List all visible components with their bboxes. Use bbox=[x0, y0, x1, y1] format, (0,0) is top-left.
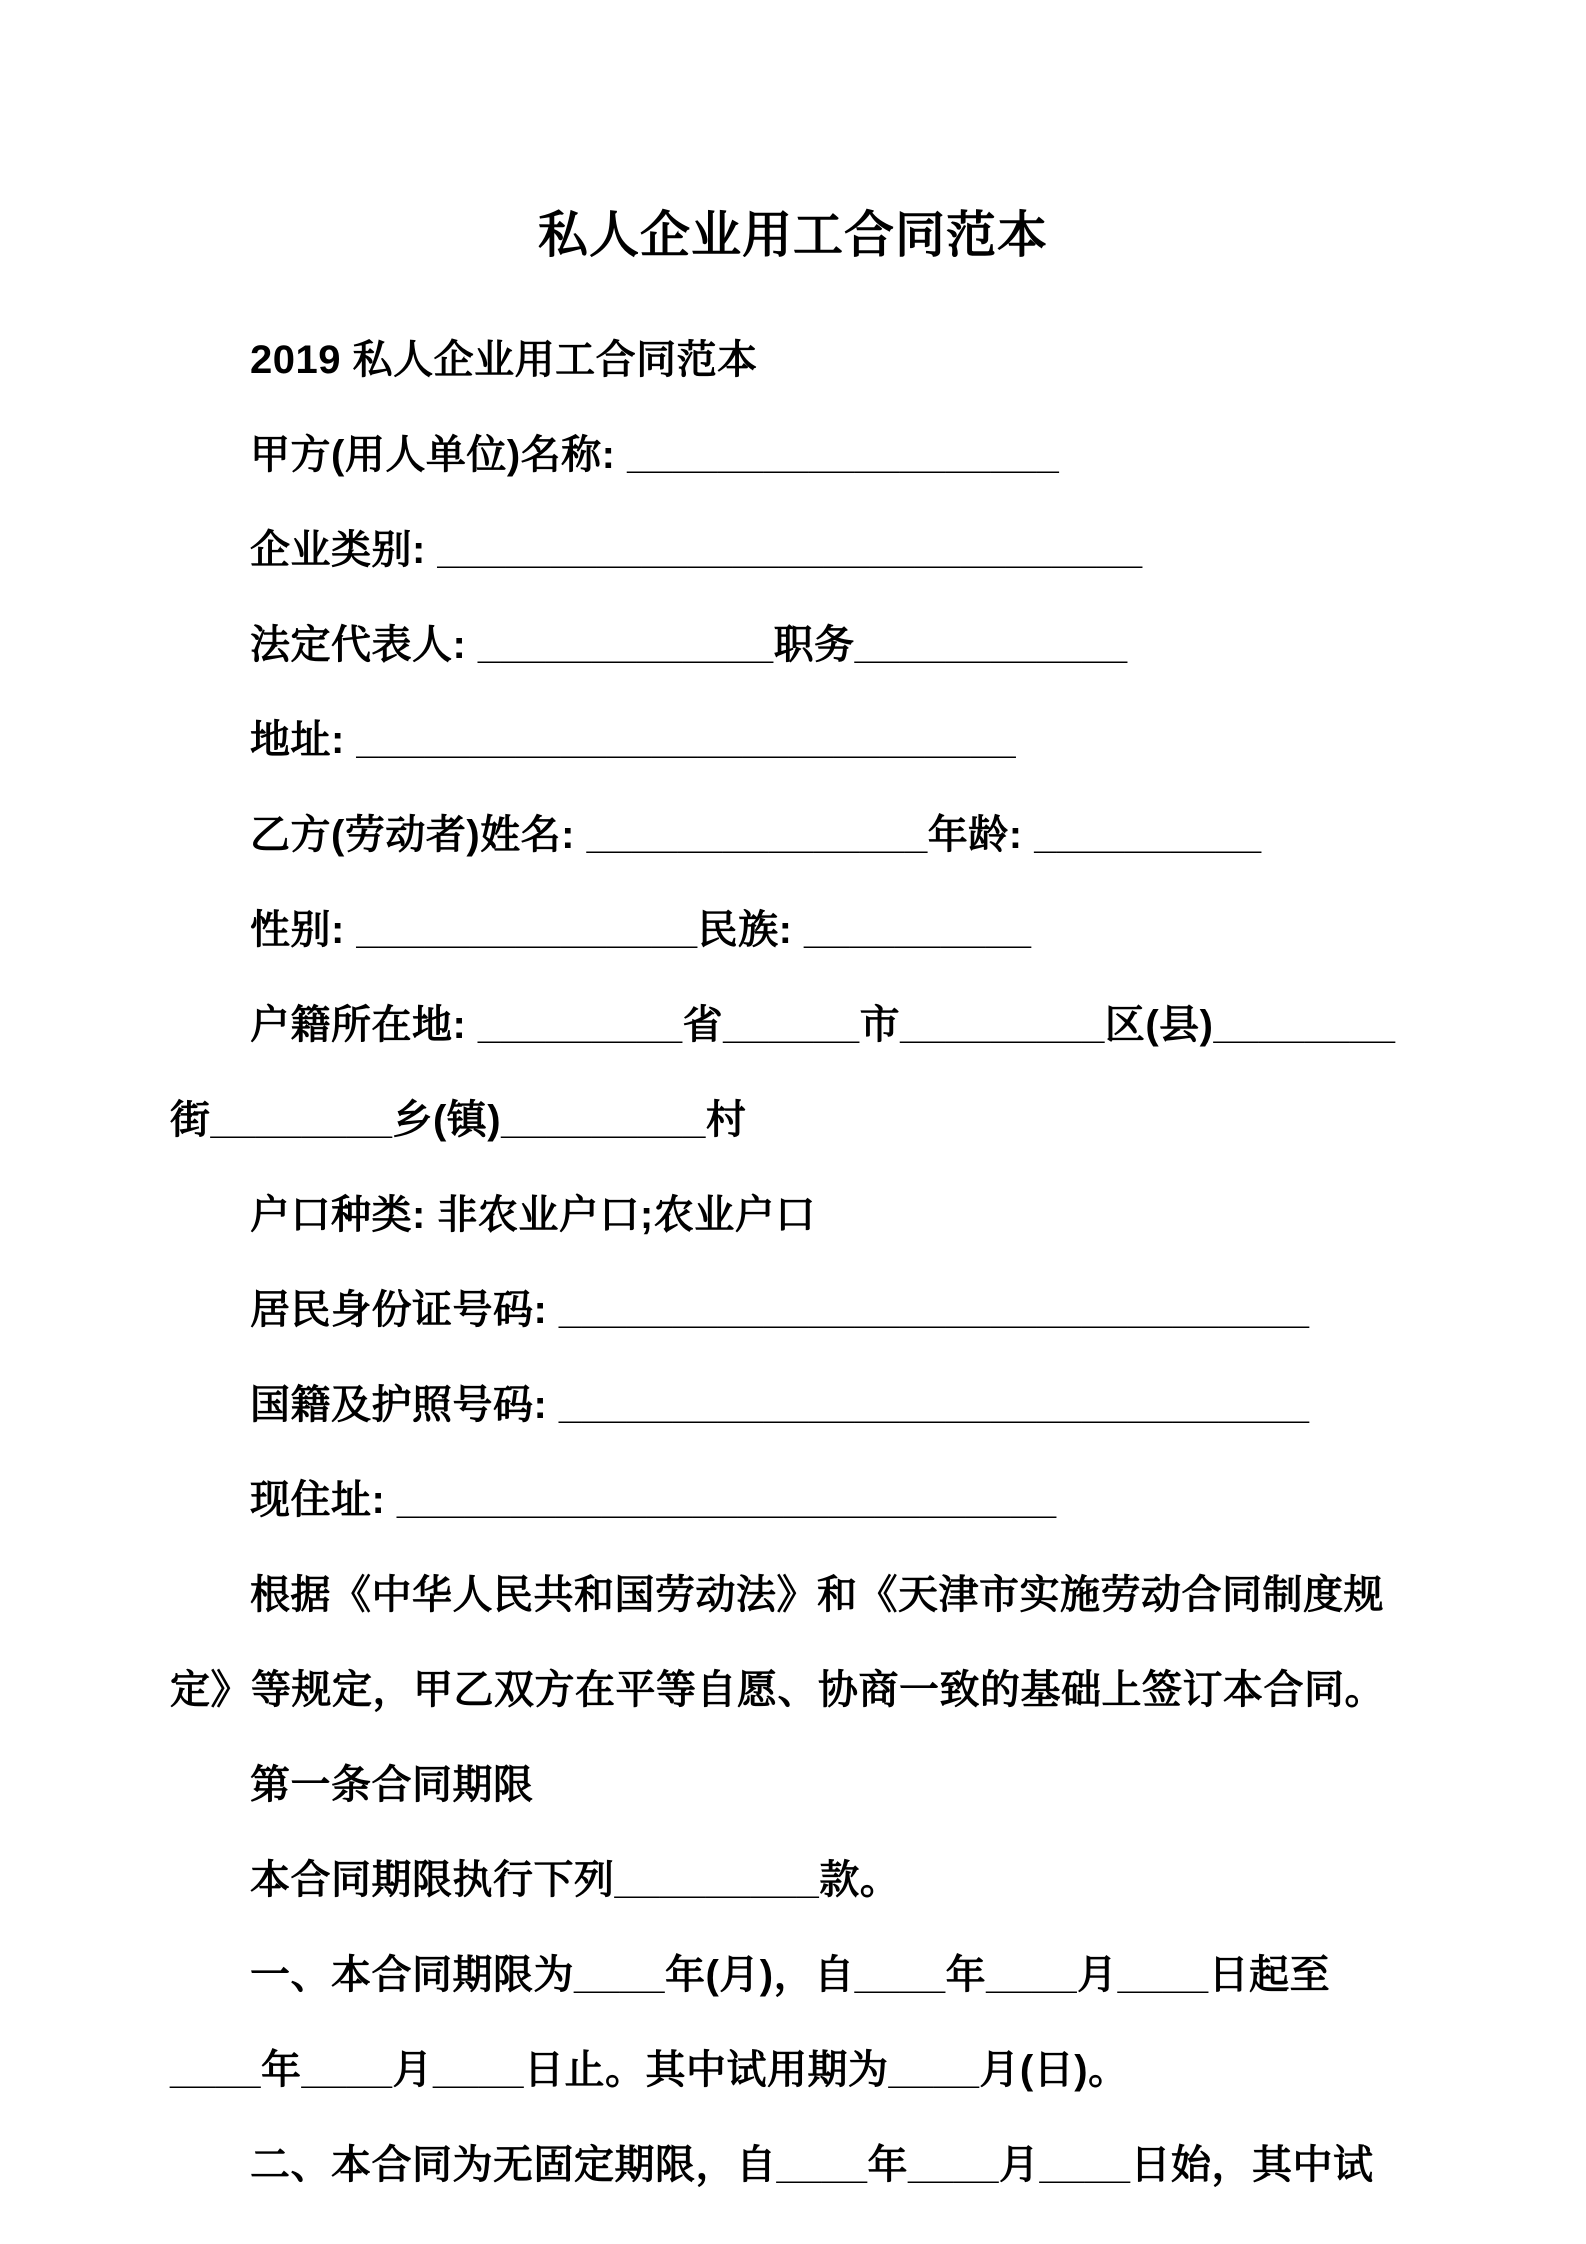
line-basis-clause-1: 根据《中华人民共和国劳动法》和《天津市实施劳动合同制度规 bbox=[250, 1573, 1384, 1617]
line-basis-clause-2: 定》等规定，甲乙双方在平等自愿、协商一致的基础上签订本合同。 bbox=[170, 1668, 1385, 1712]
line-party-a-name: 甲方(用人单位)名称: ___________________ bbox=[250, 433, 1060, 477]
line-term-open-ended: 二、本合同为无固定期限，自____年____月____日始，其中试 bbox=[250, 2143, 1374, 2187]
line-term-selection: 本合同期限执行下列_________款。 bbox=[250, 1858, 901, 1902]
line-address: 地址: _____________________________ bbox=[250, 718, 1017, 762]
document-body bbox=[170, 313, 1416, 2213]
line-passport-number: 国籍及护照号码: _________________________________ bbox=[250, 1383, 1310, 1427]
line-current-address: 现住址: _____________________________ bbox=[250, 1478, 1057, 1522]
line-subtitle-2019: 2019 私人企业用工合同范本 bbox=[250, 338, 758, 382]
line-household-location-1: 户籍所在地: _________省______市_________区(县)________ bbox=[250, 1003, 1396, 1047]
line-term-fixed-1: 一、本合同期限为____年(月)，自____年____月____日起至 bbox=[250, 1953, 1331, 1997]
line-article-1-heading: 第一条合同期限 bbox=[250, 1763, 534, 1807]
line-enterprise-category: 企业类别: _______________________________ bbox=[250, 528, 1143, 572]
line-gender-ethnicity: 性别: _______________民族: __________ bbox=[250, 908, 1032, 952]
line-household-type: 户口种类: 非农业户口;农业户口 bbox=[250, 1193, 816, 1237]
line-household-location-2: 街________乡(镇)_________村 bbox=[170, 1098, 747, 1142]
line-party-b-name-age: 乙方(劳动者)姓名: _______________年龄: __________ bbox=[250, 813, 1262, 857]
line-id-number: 居民身份证号码: _________________________________ bbox=[250, 1288, 1310, 1332]
line-term-fixed-2: ____年____月____日止。其中试用期为____月(日)。 bbox=[170, 2048, 1129, 2092]
line-legal-representative: 法定代表人: _____________职务____________ bbox=[250, 623, 1128, 667]
document-title: 私人企业用工合同范本 bbox=[538, 207, 1048, 263]
